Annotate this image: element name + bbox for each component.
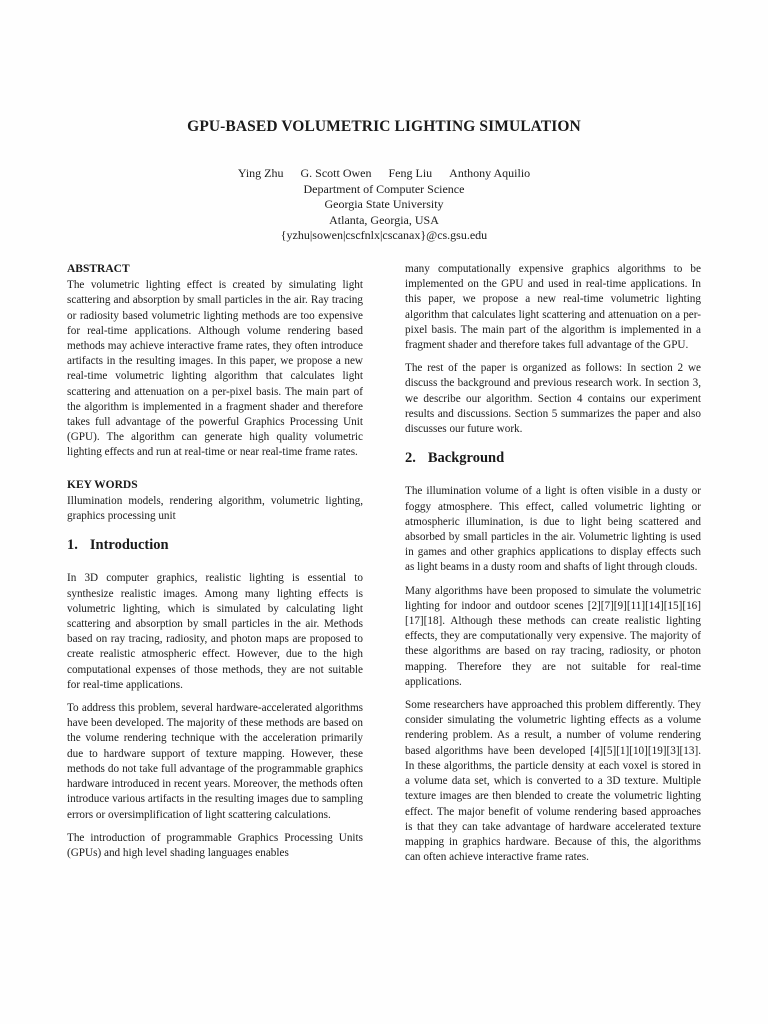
author-emails: {yzhu|sowen|cscfnlx|cscanax}@cs.gsu.edu: [280, 228, 488, 242]
background-paragraph: Some researchers have approached this problem differently. They consider simulating the volumetric lighting effects as a volume rendering problem. As a result, a number of volume rendering based algorithms have been developed [4][5][1][10][19][3][13]. In these algorithms, the particle density at each voxel is stored in a volume data set, which is converted to a 3D texture. Multiple texture images are then blended to create the volumetric lighting effect. The major benefit of volume rendering based approaches is that they can take advantage of hardware accelerated texture mapping in graphics hardware. Because of this, the algorithms can often achieve interactive frame rates.: [405, 699, 701, 864]
right-column: [405, 262, 701, 873]
abstract-heading: ABSTRACT: [67, 263, 130, 275]
author-names: [0, 166, 768, 182]
author-block: [0, 166, 768, 244]
keywords-text: Illumination models, rendering algorithm, volumetric lighting, graphics processing unit: [67, 494, 363, 523]
author-university: Georgia State University: [324, 197, 444, 211]
left-column: [67, 262, 363, 869]
abstract-text: The volumetric lighting effect is created by simulating light scattering and absorption by small particles in the air. Ray tracing or radiosity based volumetric lighting methods are too expensive for real-time applications. Although volume rendering based methods may achieve interactive frame rates, they often introduce artifacts in the resulting images. In this paper, we propose a new real-time volumetric lighting algorithm that calculates light scattering and attenuation on a per-pixel basis. The main part of the algorithm is implemented in a fragment shader and therefore takes full advantage of the powerful Graphics Processing Unit (GPU). The algorithm can generate high quality volumetric lighting effects and run at real-time or near real-time frame rates.: [67, 279, 363, 459]
intro-paragraph: The introduction of programmable Graphics Processing Units (GPUs) and high level shading languages enables: [67, 831, 363, 859]
section-heading-background: [405, 451, 701, 466]
section-title: Introduction: [89, 537, 169, 554]
author-name: Ying Zhu: [237, 166, 284, 180]
section-number: 2.: [405, 450, 416, 467]
author-name: Feng Liu: [388, 166, 433, 180]
section-heading-introduction: [67, 538, 363, 553]
paper-title: GPU-BASED VOLUMETRIC LIGHTING SIMULATION: [187, 118, 581, 135]
section-number: 1.: [67, 537, 78, 554]
background-paragraph: Many algorithms have been proposed to simulate the volumetric lighting for indoor and outdoor scenes [2][7][9][11][14][15][16][17][18]. Although these methods can create realistic lighting effects, they are computationally very expensive. The majority of these algorithms are based on ray tracing, radiosity, or photon mapping. Therefore they are not suitable for real-time applications.: [405, 584, 701, 688]
background-paragraph: The illumination volume of a light is often visible in a dusty or foggy atmosphere. This effect, called volumetric lighting or atmospheric illumination, is due to light being scattered and absorbed by small particles in the air. Volumetric lighting is used in games and other graphics applications to display effects such as light beams in a dusty room and shafts of light through clouds.: [405, 485, 701, 574]
keywords-heading: KEY WORDS: [67, 478, 138, 491]
intro-paragraph: The rest of the paper is organized as follows: In section 2 we discuss the background and previous research work. In section 3, we describe our algorithm. Section 4 contains our experiment results and discussions. Section 5 summarizes the paper and also discusses our future work.: [405, 362, 701, 436]
intro-paragraph-continued: many computationally expensive graphics algorithms to be implemented on the GPU and used in real-time applications. In this paper, we propose a new real-time volumetric lighting algorithm that calculates light scattering and attenuation on a per-pixel basis. The main part of the algorithm is implemented in a fragment shader and therefore takes full advantage of the GPU.: [405, 263, 701, 352]
intro-paragraph: In 3D computer graphics, realistic lighting is essential to synthesize realistic images. Among many lighting effects is volumetric lighting, which is simulated by calculating light scattering and absorption by small particles in the air. Methods based on ray tracing, radiosity, and photon maps are proposed to create realistic atmospheric effect. However, due to the high computational expenses of those methods, they are not suitable for real-time applications.: [67, 572, 363, 691]
author-location: Atlanta, Georgia, USA: [329, 212, 439, 227]
section-title: Background: [427, 450, 505, 467]
intro-paragraph: To address this problem, several hardware-accelerated algorithms have been developed. The majority of these methods are based on the volume rendering technique with the acceleration primarily due to hardware support of texture mapping. However, these methods do not take full advantage of the programmable graphics hardware introduced in recent years. Moreover, the methods often introduce various artifacts in the resulting images due to sampling errors or oversimplification of light scattering calculations.: [67, 702, 363, 821]
author-name: G. Scott Owen: [300, 166, 372, 180]
author-name: Anthony Aquilio: [449, 166, 531, 180]
author-department: Department of Computer Science: [303, 181, 465, 196]
